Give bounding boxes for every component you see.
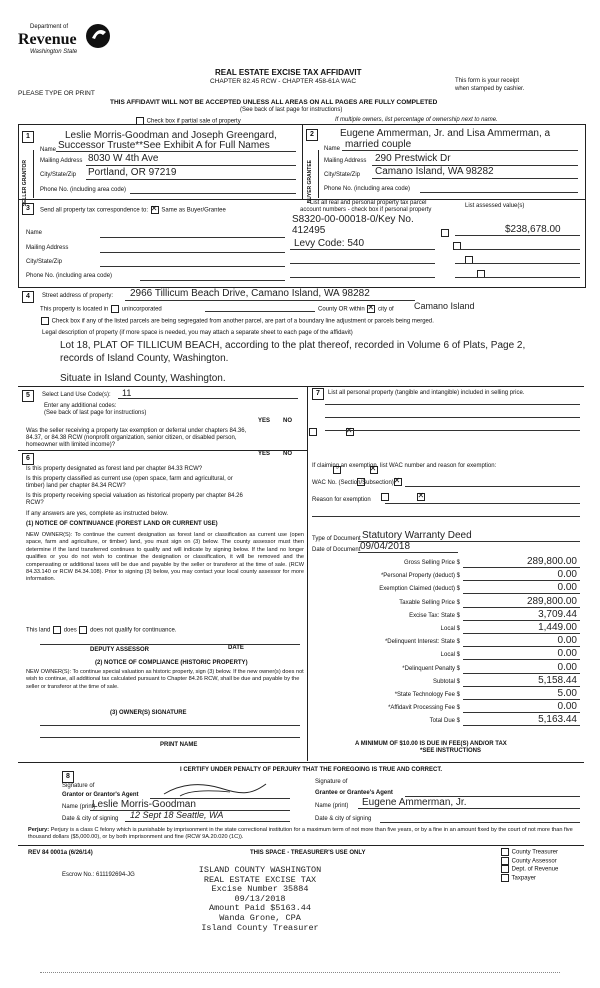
additional-codes-2: (See back of last page for instructions) [44, 410, 147, 416]
personal-underline-1 [325, 404, 580, 405]
seller-mailing[interactable]: 8030 W 4th Ave [88, 153, 159, 164]
grantor-date-city[interactable]: 12 Sept 18 Seattle, WA [130, 810, 224, 820]
dept-name: Revenue [18, 31, 77, 48]
seller-city-label: City/State/Zip [40, 172, 77, 178]
stamp-line: Excise Number 35884 [211, 884, 309, 895]
personal-property-label: List all personal property (tangible and intangible) included in selling price. [328, 390, 525, 396]
tax-row-label: Gross Selling Price $ [403, 560, 460, 566]
grantee-name-label: Name (print) [315, 803, 349, 809]
certify-statement: I CERTIFY UNDER PENALTY OF PERJURY THAT THE FOREGOING IS TRUE AND CORRECT. [180, 767, 443, 773]
perjury-notice [28, 827, 578, 841]
doc-type[interactable]: Statutory Warranty Deed [362, 530, 472, 541]
parcel-number-2[interactable]: 412495 [292, 225, 326, 236]
owner-signature-label: (3) OWNER(S) SIGNATURE [110, 710, 187, 716]
s5-question-1: Was the seller receiving a property tax exemption or deferral under chapters 84.36, 84.37, or 84.38 RCW (nonprofit organization, senior citizen, or disabled person, homeowner with limited income)? [26, 428, 247, 448]
parcel-header-2: account numbers - check box if personal property [300, 207, 432, 213]
distribution-label: County Assessor [510, 858, 557, 865]
tax-row-value[interactable]: 0.00 [557, 701, 577, 712]
owner-sig-underline-2 [40, 737, 300, 738]
tax-row-value[interactable]: 1,449.00 [538, 622, 577, 633]
grantee-name-underline [358, 808, 580, 809]
grantor-sig-of: Signature of [62, 783, 95, 789]
minimum-note-1: A MINIMUM OF $10.00 IS DUE IN FEE(S) AND/OR TAX [355, 741, 507, 747]
buyer-name-1[interactable]: Eugene Ammerman, Jr. and Lisa Ammerman, a [340, 128, 551, 139]
distribution-item [500, 857, 558, 866]
buyer-name-2[interactable]: married couple [345, 139, 412, 150]
buyer-side-label-1: BUYER [307, 185, 313, 204]
distribution-checkbox[interactable] [501, 848, 509, 856]
tax-row-underline [463, 580, 580, 581]
distribution-item [500, 874, 558, 883]
assessed-header: List assessed value(s) [465, 203, 525, 209]
s6-question-2: Is this property classified as current use (open space, farm and agricultural, or timber) land per chapter 84.34 RCW? [26, 476, 233, 489]
legal-line-3[interactable]: Situate in Island County, Washington. [60, 373, 226, 384]
city-of-label: city of [378, 306, 394, 313]
distribution-checkbox[interactable] [501, 865, 509, 873]
personal-underline-3 [325, 430, 580, 431]
tax-row-underline [463, 686, 580, 687]
additional-codes-1: Enter any additional codes: [44, 403, 117, 409]
this-land-line [26, 626, 176, 634]
grantor-name[interactable]: Leslie Morris-Goodman [92, 799, 196, 810]
notice-2-title: (2) NOTICE OF COMPLIANCE (HISTORIC PROPERTY) [95, 660, 248, 666]
s5-q1-yes-checkbox[interactable] [309, 428, 317, 436]
tax-row-underline [463, 593, 580, 594]
wac-label: WAC No. (Section/Subsection) [312, 480, 394, 486]
dept-line: Department of [30, 24, 69, 30]
form-chapter: CHAPTER 82.45 RCW - CHAPTER 458-61A WAC [210, 78, 357, 85]
tax-row-value[interactable]: 0.00 [557, 662, 577, 673]
same-as-buyer-label: Same as Buyer/Grantee [161, 207, 226, 214]
assessed-underline-1 [455, 235, 580, 236]
s3-city-underline [100, 266, 285, 267]
s3-mailing-underline [100, 252, 285, 253]
grantee-sig-of: Signature of [315, 779, 348, 785]
seller-city-underline [86, 179, 296, 180]
doc-date-label: Date of Document [312, 547, 361, 553]
does-label: does [63, 627, 77, 634]
located-line [40, 305, 162, 313]
buyer-side-label [307, 160, 313, 203]
tax-row-label: Local $ [440, 626, 460, 632]
center-column-divider [307, 386, 308, 761]
buyer-phone-underline [420, 192, 578, 193]
tax-row-label: Exemption Claimed (deduct) $ [379, 586, 460, 592]
parcel-underline-3 [290, 263, 435, 264]
owner-sig-underline-1 [40, 725, 300, 726]
tax-row-underline [463, 673, 580, 674]
doc-date-underline [358, 552, 458, 553]
tax-row-underline [463, 567, 580, 568]
form-title: REAL ESTATE EXCISE TAX AFFIDAVIT [215, 68, 362, 77]
if-yes-note: If any answers are yes, complete as instructed below. [26, 511, 169, 517]
dor-logo [16, 24, 116, 60]
s3-city-label: City/State/Zip [26, 259, 63, 265]
s5-yes-header: YES [258, 418, 271, 424]
tax-row-underline [463, 659, 580, 660]
tax-row-label: Taxable Selling Price $ [399, 600, 460, 606]
footer-rule [18, 845, 584, 846]
personal-underline-2 [325, 417, 580, 418]
escrow-number: Escrow No.: 611192694-JG [62, 872, 135, 878]
s6-yes-header: YES [258, 451, 271, 457]
tax-row-value[interactable]: 5,163.44 [538, 714, 577, 725]
tax-row-label: *Personal Property (deduct) $ [380, 573, 460, 579]
perjury-text: Perjury is a class C felony which is punishable by imprisonment in the state correctional institution for a maximum term of not more than five years, or by a fine in an amount fixed by the court of not more than five thousand dollars ($5,000.00), or by both imprisonment and fine (RCW 9A.20.020 (1C)). [28, 827, 573, 840]
distribution-checkbox[interactable] [501, 857, 509, 865]
print-name-label: PRINT NAME [160, 742, 198, 748]
deputy-label: DEPUTY ASSESSOR [90, 647, 150, 653]
county-underline [205, 311, 315, 312]
does-not-label: does not qualify for continuance. [90, 627, 177, 634]
seller-phone-label: Phone No. (including area code) [40, 187, 127, 193]
buyer-city-underline [372, 178, 578, 179]
section-2-number: 2 [306, 129, 318, 141]
s6-no-header: NO [283, 451, 292, 457]
doc-type-label: Type of Document [312, 536, 361, 542]
buyer-name-underline [342, 150, 578, 151]
notice-2-body: NEW OWNER(S): To continue special valuation as historic property, sign (3) below. If the new owner(s) does not wish to continue, all additional tax calculated pursuant to Chapter 84.26 RCW, shall be due and payable by the seller or transferor at the time of sale. [26, 669, 304, 690]
legal-label: Legal description of property (if more space is needed, you may attach a separate sheet to each page of the affidavit) [42, 330, 353, 336]
tax-row-value[interactable]: 0.00 [557, 569, 577, 580]
buyer-phone-label: Phone No. (including area code) [324, 186, 411, 192]
buyer-side-rule [318, 150, 319, 198]
s3-phone-underline [140, 280, 285, 281]
grantor-date-underline [125, 821, 290, 822]
does-not-checkbox[interactable] [79, 626, 87, 634]
buyer-city[interactable]: Camano Island, WA 98282 [375, 166, 494, 177]
parcel-underline-4 [290, 277, 435, 278]
grantee-date-label: Date & city of signing [315, 816, 372, 822]
city-name[interactable]: Camano Island [414, 301, 475, 311]
seller-name-1[interactable]: Leslie Morris-Goodman and Joseph Greengard, [65, 130, 277, 141]
date-label: DATE [228, 645, 244, 651]
treasurer-only: THIS SPACE - TREASURER'S USE ONLY [250, 850, 366, 856]
same-as-buyer-checkbox[interactable] [151, 206, 159, 214]
unincorporated-label: unincorporated [121, 306, 162, 313]
multiple-owners: If multiple owners, list percentage of ownership next to name. [335, 117, 498, 123]
logo-mark-icon [84, 22, 112, 50]
distribution-list [500, 848, 558, 882]
seller-side-rule [33, 150, 34, 198]
distribution-label: County Treasurer [510, 849, 559, 856]
seller-mailing-label: Mailing Address [40, 158, 83, 164]
legal-line-1[interactable]: Lot 18, PLAT OF TILLICUM BEACH, according to the plat thereof, recorded in Volume 6 of Plats, Page 2, [60, 340, 526, 351]
segregated-line [40, 317, 434, 325]
tax-row-value[interactable]: 0.00 [557, 648, 577, 659]
dept-state: Washington State [30, 49, 78, 55]
please-type: PLEASE TYPE OR PRINT [18, 90, 95, 97]
tax-row-underline [463, 725, 580, 726]
seller-name-underline [56, 151, 296, 152]
buyer-city-label: City/State/Zip [324, 172, 361, 178]
s3-name-label: Name [26, 230, 43, 236]
buyer-mailing-label: Mailing Address [324, 158, 367, 164]
city-of-checkbox[interactable] [367, 305, 375, 313]
tax-row-label: *Delinquent Penalty $ [402, 666, 460, 672]
tax-row-label: *Affidavit Processing Fee $ [388, 705, 460, 711]
partial-sale-label: Check box if partial sale of property [146, 118, 241, 125]
bottom-dotted-edge [40, 972, 560, 973]
tax-row-value[interactable]: 0.00 [557, 635, 577, 646]
receipt-note-1: This form is your receipt [455, 78, 520, 84]
tax-row-underline [463, 712, 580, 713]
send-correspondence [40, 206, 226, 214]
assessed-underline-2 [455, 249, 580, 250]
tax-row-underline [463, 607, 580, 608]
seller-phone-underline [130, 193, 296, 194]
tax-row-underline [463, 633, 580, 634]
s6-q3-yes-checkbox[interactable] [381, 493, 389, 501]
buyer-side-label-2: GRANTEE [307, 160, 313, 185]
s6-question-3: Is this property receiving special valuation as historical property per chapter 84.26 RCW? [26, 493, 243, 506]
street-underline [125, 300, 415, 301]
s6-q3-no-checkbox[interactable] [417, 493, 425, 501]
s3-phone-label: Phone No. (including area code) [26, 273, 113, 279]
minimum-note-2: *SEE INSTRUCTIONS [420, 748, 482, 754]
seller-side-label-2: GRANTOR [22, 160, 28, 186]
seller-mailing-underline [86, 165, 296, 166]
section-5-number: 5 [22, 390, 34, 402]
grantor-agent-label: Grantor or Grantor's Agent [62, 792, 139, 798]
unincorporated-checkbox[interactable] [111, 305, 119, 313]
tax-row-value[interactable]: 3,709.44 [538, 609, 577, 620]
tax-row-value[interactable]: 289,800.00 [526, 596, 577, 607]
parcel-header-1: List all real and personal property tax parcel [310, 200, 427, 206]
s5-no-header: NO [283, 418, 292, 424]
tax-row-value[interactable]: 5,158.44 [538, 675, 577, 686]
segregated-checkbox[interactable] [41, 317, 49, 325]
county-label: County OR within [318, 306, 365, 313]
rev-number: REV 84 0001a (6/26/14) [28, 850, 93, 856]
stamp-line: Amount Paid $5163.44 [208, 903, 312, 914]
parcel-number-1[interactable]: S8320-00-00018-0/Key No. [292, 214, 414, 225]
seller-name-2[interactable]: Successor Truste**See Exhibit A for Full Names [58, 140, 270, 151]
exemption-label: If claiming an exemption, list WAC number and reason for exemption: [312, 463, 497, 469]
grantor-date-label: Date & city of signing [62, 816, 119, 822]
grantee-agent-label: Grantee or Grantee's Agent [315, 790, 393, 796]
street-label: Street address of property: [42, 293, 114, 299]
section-7-number: 7 [312, 388, 324, 400]
tax-row-underline [463, 620, 580, 621]
buyer-name-label: Name [324, 146, 341, 152]
land-use-underline [118, 398, 298, 399]
tax-row-label: *State Technology Fee $ [394, 692, 460, 698]
assessed-underline-4 [455, 277, 580, 278]
tax-row-value[interactable]: 0.00 [557, 582, 577, 593]
s3-mailing-label: Mailing Address [26, 245, 69, 251]
this-land-label: This land [26, 627, 51, 634]
buyer-mailing[interactable]: 290 Prestwick Dr [375, 153, 451, 164]
section-8-number: 8 [62, 771, 74, 783]
perjury-label: Perjury: [28, 827, 50, 833]
deputy-underline [40, 644, 300, 645]
tax-row-label: Excise Tax: State $ [409, 613, 460, 619]
not-accepted-notice: THIS AFFIDAVIT WILL NOT BE ACCEPTED UNLESS ALL AREAS ON ALL PAGES ARE FULLY COMPLETED [110, 99, 438, 106]
distribution-label: Dept. of Revenue [510, 866, 559, 873]
county-or-within [318, 305, 394, 313]
section-3-number: 3 [22, 203, 34, 215]
stamp-line: Island County Treasurer [201, 922, 319, 933]
segregated-label: Check box if any of the listed parcels are being segregated from another parcel, are part of a boundary line adjustment or parcels being merged. [51, 318, 434, 325]
s3-name-underline [100, 237, 285, 238]
levy-code[interactable]: Levy Code: 540 [294, 238, 365, 249]
section-1-number: 1 [22, 131, 34, 143]
section-6-number: 6 [22, 453, 34, 465]
street-address[interactable]: 2966 Tillicum Beach Drive, Camano Island, WA 98282 [130, 288, 370, 299]
stamp-line: 09/13/2018 [234, 893, 286, 904]
notice-1-body: NEW OWNER(S): To continue the current designation as forest land or classification as current use (open space, farm and agriculture, or timber) land, you must sign on (3) below. The county assessor must then determine if the land transferred continues to qualify and will indicate by signing below. If the land no longer qualifies or you do not wish to continue the designation or classification, it will be removed and the compensating or additional taxes will be due and payable by the seller or transferor at the time of sale. (RCW 84.33.140 or RCW 84.34.108). Prior to signing (3) below, you may contact your local county assessor for more information. [26, 532, 304, 583]
reason-underline [385, 503, 580, 504]
does-checkbox[interactable] [53, 626, 61, 634]
reason-label: Reason for exemption [312, 497, 371, 503]
send-label: Send all property tax correspondence to: [40, 207, 149, 214]
tax-row-underline [463, 646, 580, 647]
located-label: This property is located in [40, 306, 109, 313]
stamp-line: REAL ESTATE EXCISE TAX [203, 874, 317, 885]
parcel-underline-2 [290, 249, 435, 250]
land-use-code[interactable]: 11 [122, 388, 132, 398]
section-5-rule [18, 386, 584, 387]
tax-row-label: *Delinquent Interest: State $ [384, 639, 460, 645]
tax-row-value[interactable]: 5.00 [557, 688, 577, 699]
stamp-line: ISLAND COUNTY WASHINGTON [198, 865, 322, 875]
distribution-item [500, 848, 558, 857]
stamp-line: Wanda Grone, CPA [219, 912, 301, 923]
seller-name-label: Name [40, 147, 57, 153]
doc-date[interactable]: 09/04/2018 [360, 541, 411, 552]
wac-underline [405, 486, 580, 487]
seller-side-label-1: SELLER [22, 186, 28, 207]
grantee-name[interactable]: Eugene Ammerman, Jr. [362, 797, 467, 808]
grantor-name-label: Name (print) [62, 804, 96, 810]
distribution-label: Taxpayer [510, 875, 536, 882]
notice-1-title: (1) NOTICE OF CONTINUANCE (FOREST LAND OR CURRENT USE) [26, 521, 218, 527]
treasurer-stamp [170, 866, 350, 933]
section-4-number: 4 [22, 291, 34, 303]
section-divider [302, 124, 303, 199]
receipt-note-2: when stamped by cashier. [455, 86, 525, 92]
tax-row-underline [463, 699, 580, 700]
tax-row-label: Local $ [440, 652, 460, 658]
distribution-item [500, 865, 558, 874]
land-use-label: Select Land Use Code(s): [42, 392, 111, 398]
tax-row-label: Subtotal $ [432, 679, 460, 685]
tax-row-label: Total Due $ [429, 718, 460, 724]
s6-q2-no-checkbox[interactable] [394, 478, 402, 486]
reason-underline-2 [312, 516, 580, 517]
legal-line-2[interactable]: records of Island County, Washington. [60, 353, 229, 364]
grantor-signature-mark [160, 778, 270, 800]
section-8-rule [18, 762, 584, 763]
see-back: (See back of last page for instructions) [240, 107, 343, 113]
assessed-underline-3 [455, 263, 580, 264]
seller-city[interactable]: Portland, OR 97219 [88, 167, 177, 178]
grantee-date-underline [380, 822, 580, 823]
personal-property-checkbox-1[interactable] [441, 229, 449, 237]
distribution-checkbox[interactable] [501, 874, 509, 882]
s6-question-1: Is this property designated as forest land per chapter 84.33 RCW? [26, 466, 203, 472]
assessed-value[interactable]: $238,678.00 [505, 224, 561, 235]
tax-row-value[interactable]: 289,800.00 [526, 556, 577, 567]
